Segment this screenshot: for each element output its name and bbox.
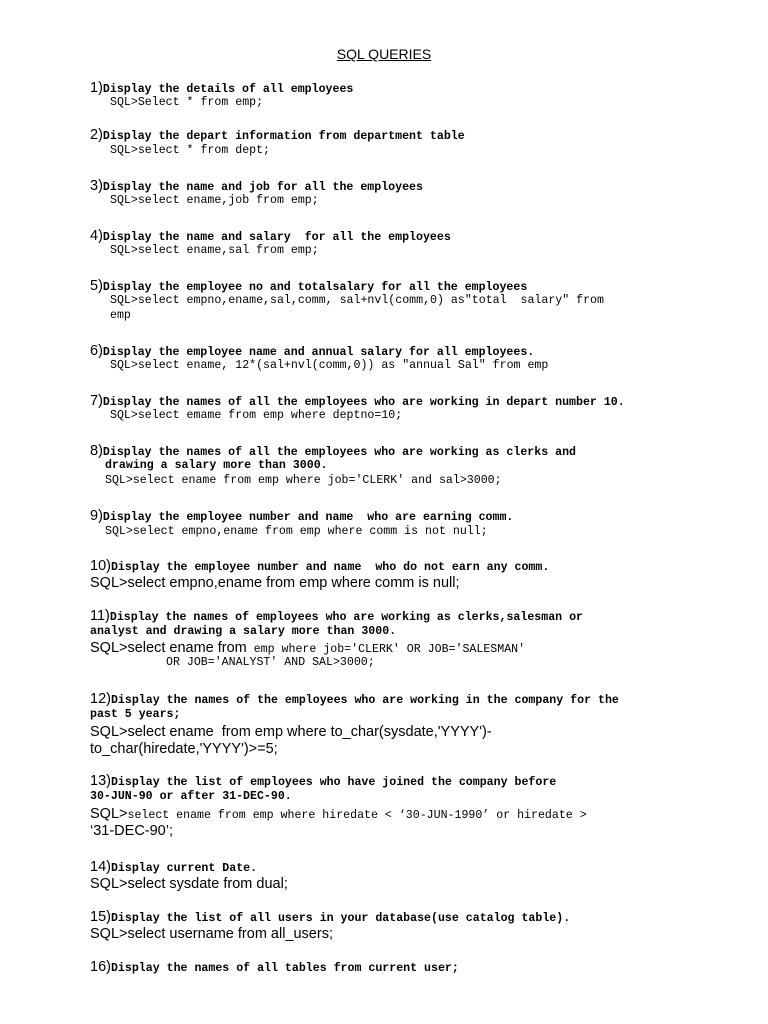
query-number: 14) <box>90 859 111 875</box>
query-6-answer: SQL>select ename, 12*(sal+nvl(comm,0)) as "annual Sal" from emp <box>110 359 549 372</box>
query-12-answer: SQL>select ename from emp where to_char(sysdate,'YYYY')- <box>90 724 492 740</box>
query-15-heading <box>90 909 570 927</box>
query-question: Display the list of all users in your database(use catalog table). <box>110 912 571 925</box>
query-question: Display the employee number and name who do not earn any comm. <box>110 561 550 574</box>
query-number: 1) <box>90 80 103 96</box>
answer-code: select ename from emp where hiredate < ‘30-JUN-1990’ or hiredate > <box>127 809 587 822</box>
query-15-answer: SQL>select username from all_users; <box>90 926 333 942</box>
query-question: Display the names of all the employees who are working in depart number 10. <box>102 396 625 409</box>
query-number: 16) <box>90 959 111 975</box>
query-14-answer: SQL>select sysdate from dual; <box>90 876 288 892</box>
query-number: 15) <box>90 909 111 925</box>
query-number: 6) <box>90 343 103 359</box>
query-12-answer-cont: to_char(hiredate,'YYYY')>=5; <box>90 741 278 757</box>
query-13-question-cont: 30-JUN-90 or after 31-DEC-90. <box>90 790 292 803</box>
query-number: 12) <box>90 691 111 707</box>
answer-code: emp where job='CLERK' OR JOB='SALESMAN' <box>246 643 526 656</box>
query-question: Display the employee name and annual salary for all employees. <box>102 346 535 359</box>
query-number: 10) <box>90 558 111 574</box>
query-question: Display the names of all the employees who are working as clerks and <box>102 446 577 459</box>
query-13-answer <box>90 806 587 824</box>
query-1-answer: SQL>Select * from emp; <box>110 96 264 109</box>
query-number: 9) <box>90 508 103 524</box>
query-16-heading <box>90 959 459 977</box>
query-number: 4) <box>90 228 103 244</box>
query-number: 2) <box>90 127 103 143</box>
query-10-answer: SQL>select empno,ename from emp where comm is null; <box>90 575 460 591</box>
query-question: Display the names of employees who are working as clerks,salesman or <box>109 611 583 624</box>
query-question: Display current Date. <box>110 862 258 875</box>
query-7-answer: SQL>select emame from emp where deptno=10; <box>110 409 403 422</box>
query-question: Display the employee number and name who are earning comm. <box>102 511 514 524</box>
query-5-answer: SQL>select empno,ename,sal,comm, sal+nvl(comm,0) as"total salary" from <box>110 294 604 307</box>
query-4-answer: SQL>select ename,sal from emp; <box>110 244 319 257</box>
query-9-answer: SQL>select empno,ename from emp where comm is not null; <box>105 525 488 538</box>
query-number: 11) <box>90 608 110 624</box>
query-2-answer: SQL>select * from dept; <box>110 144 271 157</box>
query-question: Display the name and salary for all the employees <box>102 231 451 244</box>
query-12-question-cont: past 5 years; <box>90 708 181 721</box>
query-8-question-cont: drawing a salary more than 3000. <box>105 459 328 472</box>
query-number: 5) <box>90 278 103 294</box>
query-13-answer-cont: ‘31-DEC-90’; <box>90 823 173 839</box>
query-question: Display the list of employees who have joined the company before <box>110 776 557 789</box>
query-number: 3) <box>90 178 103 194</box>
query-14-heading <box>90 859 257 877</box>
query-5-answer-cont: emp <box>110 309 131 322</box>
query-10-heading <box>90 558 549 576</box>
query-question: Display the name and job for all the employees <box>102 181 423 194</box>
query-question: Display the names of the employees who are working in the company for the <box>110 694 619 707</box>
answer-prefix: SQL> <box>90 806 128 822</box>
query-question: Display the details of all employees <box>102 83 354 96</box>
query-number: 13) <box>90 773 111 789</box>
query-question: Display the employee no and totalsalary for all the employees <box>102 281 528 294</box>
query-question: Display the names of all tables from current user; <box>110 962 459 975</box>
query-number: 8) <box>90 443 103 459</box>
query-3-answer: SQL>select ename,job from emp; <box>110 194 319 207</box>
query-11-question-cont: analyst and drawing a salary more than 3000. <box>90 625 397 638</box>
query-11-answer-cont: OR JOB='ANALYST' AND SAL>3000; <box>166 656 375 669</box>
query-question: Display the depart information from department table <box>102 130 465 143</box>
answer-prefix: SQL>select ename from <box>90 640 247 656</box>
query-number: 7) <box>90 393 103 409</box>
page-title: SQL QUERIES <box>336 46 432 62</box>
query-8-answer: SQL>select ename from emp where job='CLERK' and sal>3000; <box>105 474 502 487</box>
